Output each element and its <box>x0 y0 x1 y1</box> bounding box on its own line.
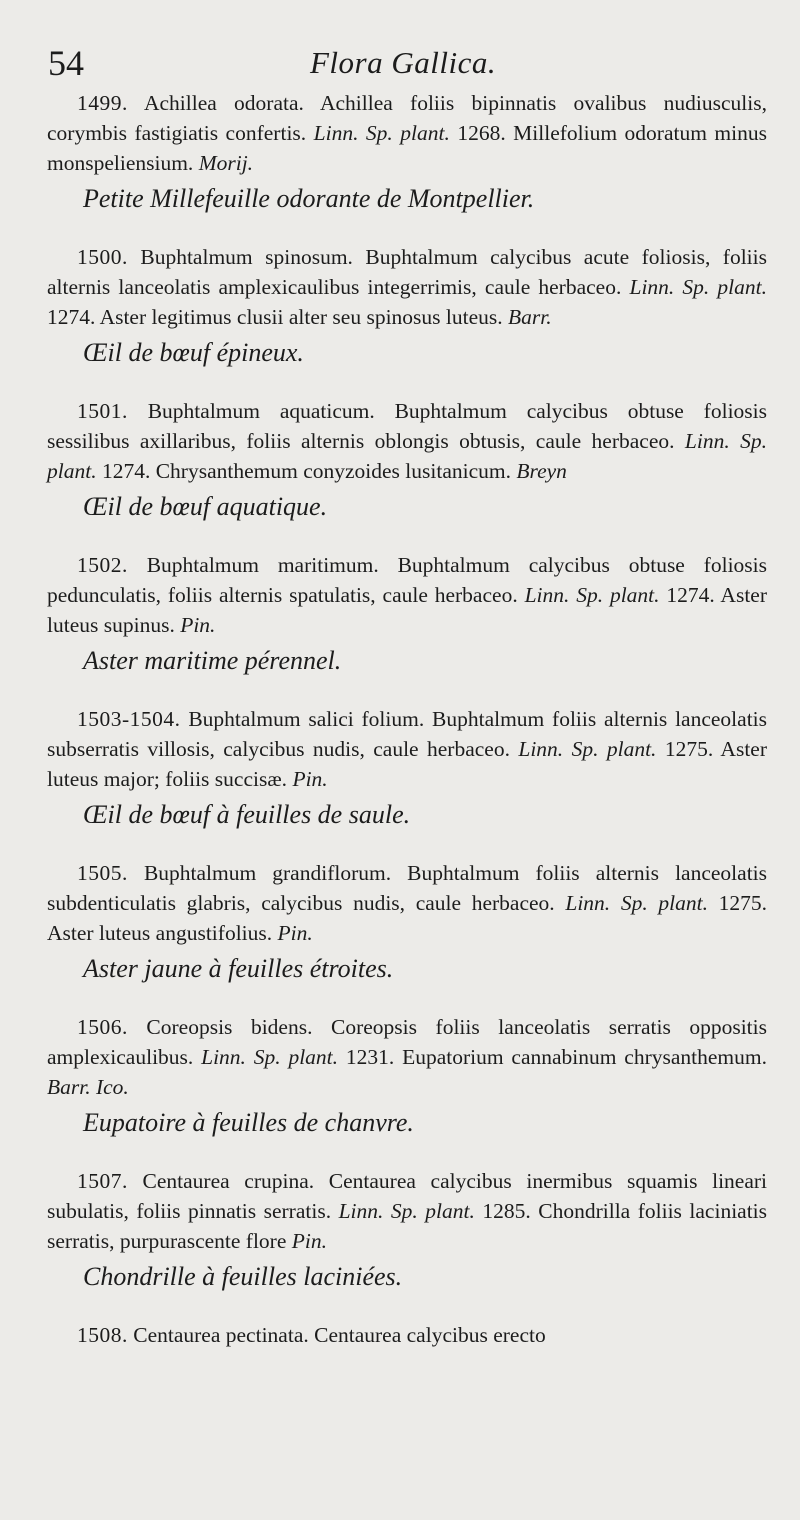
entry <box>47 704 767 832</box>
entry-number: 1503-1504. <box>77 707 181 731</box>
entry-number: 1507. <box>77 1169 128 1193</box>
french-name: Œil de bœuf aquatique. <box>83 492 328 521</box>
entry <box>47 858 767 986</box>
entry-number: 1505. <box>77 861 128 885</box>
entry-text <box>47 704 767 794</box>
entry-description: Centaurea crupina. Centaurea calycibus inermibus squamis lineari subulatis, foliis pinnatis serratis. <box>47 1169 768 1223</box>
entry-text <box>47 1012 767 1102</box>
french-name: Œil de bœuf à feuilles de saule. <box>83 800 411 829</box>
entry-description: Centaurea pectinata. Centaurea calycibus erecto <box>133 1323 546 1347</box>
french-name: Aster maritime pérennel. <box>83 646 342 675</box>
entry-citation: Linn. Sp. plant. <box>338 1199 475 1223</box>
entry <box>47 396 767 524</box>
entry-citation: Linn. Sp. plant. <box>47 429 768 483</box>
entry-description: Achillea odorata. Achillea foliis bipinnatis ovalibus nudiusculis, corymbis fastigiatis confertis. <box>47 91 767 145</box>
entry-citation: Pin. <box>277 921 313 945</box>
entry-description: Buphtalmum grandiflorum. Buphtalmum foliis alternis lanceolatis subdenticulatis glabris, calycibus nudis, caule herbaceo. <box>47 861 768 915</box>
french-name: Œil de bœuf épineux. <box>83 338 304 367</box>
entry-citation: Pin. <box>291 1229 327 1253</box>
entry-synonym: 1275. Aster luteus angustifolius. <box>47 891 767 945</box>
entry <box>47 1012 767 1140</box>
french-name: Petite Millefeuille odorante de Montpellier. <box>83 184 535 213</box>
entry <box>47 242 767 370</box>
french-name: Eupatoire à feuilles de chanvre. <box>83 1108 414 1137</box>
entry-citation: Linn. Sp. plant. <box>201 1045 339 1069</box>
entry-synonym: 1285. Chondrilla foliis laciniatis serratis, purpurascente flore <box>47 1199 768 1253</box>
entry-text <box>47 858 767 948</box>
entry-number: 1508. <box>77 1323 128 1347</box>
entry-citation: Linn. Sp. plant. <box>518 737 657 761</box>
entry-description: Buphtalmum aquaticum. Buphtalmum calycibus obtuse foliosis sessilibus axillaribus, foliis alternis oblongis obtusis, caule herbaceo. <box>47 399 768 453</box>
entry-number: 1499. <box>77 91 128 115</box>
french-name: Aster jaune à feuilles étroites. <box>83 954 394 983</box>
text-body <box>47 88 767 1376</box>
entry-citation: Linn. Sp. plant. <box>313 121 450 145</box>
page-number: 54 <box>48 43 84 83</box>
entry-text <box>47 1166 767 1256</box>
entry-description: Buphtalmum spinosum. Buphtalmum calycibus acute foliosis, foliis alternis lanceolatis amplexicaulibus integerrimis, caule herbaceo. <box>47 245 767 299</box>
french-name: Chondrille à feuilles laciniées. <box>83 1262 403 1291</box>
entry-citation: Linn. Sp. plant. <box>629 275 767 299</box>
entry-number: 1506. <box>77 1015 128 1039</box>
entry-text <box>47 88 767 178</box>
entry-text <box>47 396 767 486</box>
entry-citation: Pin. <box>292 767 328 791</box>
running-title: Flora Gallica. <box>310 45 497 80</box>
entry-description: Buphtalmum salici folium. Buphtalmum foliis alternis lanceolatis subserratis villosis, calycibus nudis, caule herbaceo. <box>47 707 768 761</box>
entry-citation: Linn. Sp. plant. <box>524 583 660 607</box>
entry-synonym: 1231. Eupatorium cannabinum chrysanthemum. <box>345 1045 767 1069</box>
entry-synonym: 1274. Aster luteus supinus. <box>47 583 768 637</box>
entry <box>47 550 767 678</box>
entry-citation: Breyn <box>516 459 567 483</box>
entry-text <box>47 1320 767 1350</box>
entry-citation: Barr. Ico. <box>47 1075 129 1099</box>
entry-citation: Linn. Sp. plant. <box>565 891 708 915</box>
entry-citation: Barr. <box>508 305 552 329</box>
entry-description: Buphtalmum maritimum. Buphtalmum calycibus obtuse foliosis pedunculatis, foliis alternis spatulatis, caule herbaceo. <box>47 553 767 607</box>
entry-text <box>47 242 767 332</box>
page-header <box>48 40 788 86</box>
entry-synonym: 1268. Millefolium odoratum minus monspeliensium. <box>47 121 767 175</box>
entry-synonym: 1274. Aster legitimus clusii alter seu spinosus luteus. <box>47 305 503 329</box>
entry-citation: Pin. <box>180 613 216 637</box>
entry <box>47 1166 767 1294</box>
entry-text <box>47 550 767 640</box>
entry-number: 1501. <box>77 399 128 423</box>
entry-number: 1500. <box>77 245 128 269</box>
entry-description: Coreopsis bidens. Coreopsis foliis lanceolatis serratis oppositis amplexicaulibus. <box>47 1015 767 1069</box>
entry <box>47 1320 767 1350</box>
entry-number: 1502. <box>77 553 128 577</box>
entry <box>47 88 767 216</box>
entry-citation: Morij. <box>198 151 254 175</box>
entry-synonym: 1274. Chrysanthemum conyzoides lusitanicum. <box>101 459 511 483</box>
entry-synonym: 1275. Aster luteus major; foliis succisæ. <box>47 737 767 791</box>
